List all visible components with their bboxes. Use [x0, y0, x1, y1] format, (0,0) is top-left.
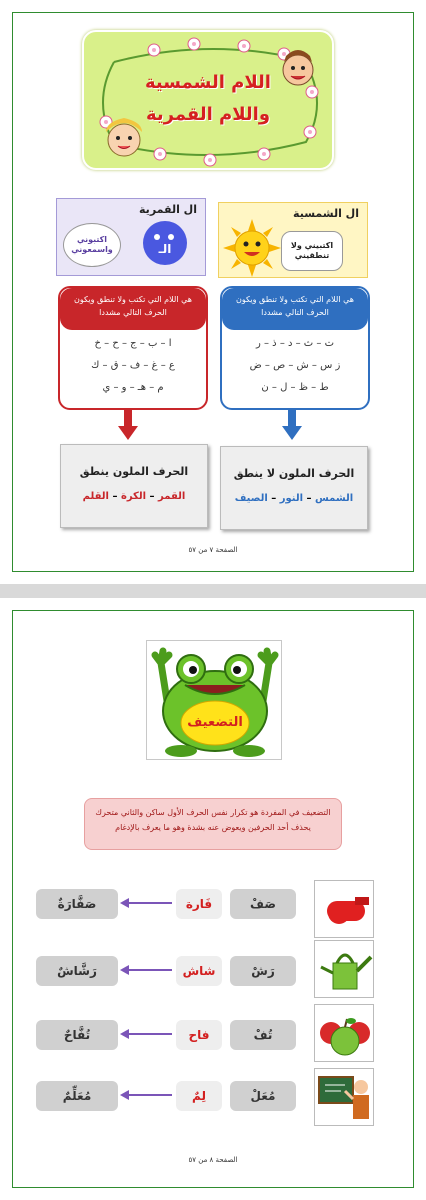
sun-face-icon	[223, 219, 281, 277]
whistle-picture	[314, 880, 374, 938]
whistle-icon	[315, 881, 375, 939]
result-word: صَفَّارَةٌ	[36, 889, 118, 919]
apple-icon	[315, 1005, 375, 1063]
solar-example-word: الشمس	[315, 493, 354, 504]
lunar-result-box	[60, 444, 208, 528]
apple-picture	[314, 1004, 374, 1062]
page-number: الصفحة ٧ من ٥٧	[188, 546, 238, 554]
left-arrow-icon	[120, 1088, 172, 1102]
lunar-heading-card	[56, 198, 206, 276]
left-arrow-icon	[120, 963, 172, 977]
lunar-examples: القمر – الكرة – القلم	[82, 491, 186, 502]
result-word: مُعَلِّمٌ	[36, 1081, 118, 1111]
lunar-example-word: القمر	[158, 491, 186, 502]
solar-example-word: النور	[279, 493, 304, 504]
definition-line-1: التضعيف في المفردة هو تكرار نفس الحرف الأول ساكن والثاني متحرك	[95, 808, 331, 817]
root-syllable: مُعَلْ	[230, 1081, 296, 1111]
definition-line-2: يحذف أحد الحرفين ويعوض عنه بشدة وهو ما يعرف بالإدغام	[115, 823, 311, 833]
blue-down-arrow-icon	[280, 408, 304, 442]
solar-examples: الشمس – النور – الصيف	[234, 493, 354, 504]
middle-syllable: فَارة	[176, 889, 222, 919]
solar-speech-bubble: اكتبيني ولا تنطقيني	[281, 231, 343, 271]
middle-syllable: شاش	[176, 956, 222, 986]
solar-heading: ال الشمسية	[293, 207, 359, 220]
page-7	[0, 0, 426, 584]
solar-letters-row: ط – ظ – ل – ن	[261, 382, 329, 393]
title-line-2: واللام القمرية	[145, 104, 271, 125]
lunar-letters-row: م – هـ – و – ي	[102, 382, 164, 393]
solar-letters-row: ز س – ش – ص – ض	[249, 360, 341, 371]
tashdeed-definition-box	[84, 798, 342, 850]
title-line-1: اللام الشمسية	[145, 72, 271, 93]
root-syllable: تُفْ	[230, 1020, 296, 1050]
moon-face-icon	[137, 213, 193, 269]
solar-letters-row: ت – ث – د – ذ – ر	[256, 338, 334, 349]
teacher-picture	[314, 1068, 374, 1126]
solar-result-rule: الحرف الملون لا ينطق	[233, 467, 355, 480]
result-word: رَشَّاشٌ	[36, 956, 118, 986]
root-syllable: رَشْ	[230, 956, 296, 986]
teacher-icon	[315, 1069, 375, 1127]
lunar-definition-text: هي اللام التي تكتب ولا تنطق ويكون الحرف التالي مشددا	[60, 288, 206, 330]
result-word: تُفَّاحٌ	[36, 1020, 118, 1050]
middle-syllable: فاح	[176, 1020, 222, 1050]
root-syllable: صَفْ	[230, 889, 296, 919]
left-arrow-icon	[120, 1027, 172, 1041]
middle-syllable: لِمٌ	[176, 1081, 222, 1111]
solar-definition-text: هي اللام التي تكتب ولا تنطق ويكون الحرف التالي مشددا	[222, 288, 368, 330]
frog-card	[146, 640, 282, 760]
lunar-speech-bubble: اكتبوني واسمعوني	[63, 223, 121, 267]
red-down-arrow-icon	[116, 408, 140, 442]
solar-heading-card	[218, 202, 368, 278]
lunar-result-rule: الحرف الملون ينطق	[79, 465, 189, 478]
title-card	[82, 30, 334, 170]
solar-example-word: الصيف	[234, 493, 268, 504]
lunar-definition-box	[58, 286, 208, 410]
page-number: الصفحة ٨ من ٥٧	[188, 1156, 238, 1164]
lunar-heading: ال القمرية	[139, 203, 197, 216]
lunar-example-word: القلم	[82, 491, 109, 502]
watering-can-picture	[314, 940, 374, 998]
solar-result-box	[220, 446, 368, 530]
watering-can-icon	[315, 941, 375, 999]
lunar-letters-row: ع – غ – ف – ق – ك	[91, 360, 175, 371]
frog-label: التضعيف	[187, 715, 243, 730]
flower-frame-decoration	[84, 32, 336, 172]
frog-icon	[147, 641, 283, 761]
solar-definition-box	[220, 286, 370, 410]
lunar-letters-row: ا – ب – ج – ح – خ	[94, 338, 172, 349]
svg-text:الـ: الـ	[158, 242, 172, 256]
lunar-example-word: الكرة	[120, 491, 147, 502]
left-arrow-icon	[120, 896, 172, 910]
